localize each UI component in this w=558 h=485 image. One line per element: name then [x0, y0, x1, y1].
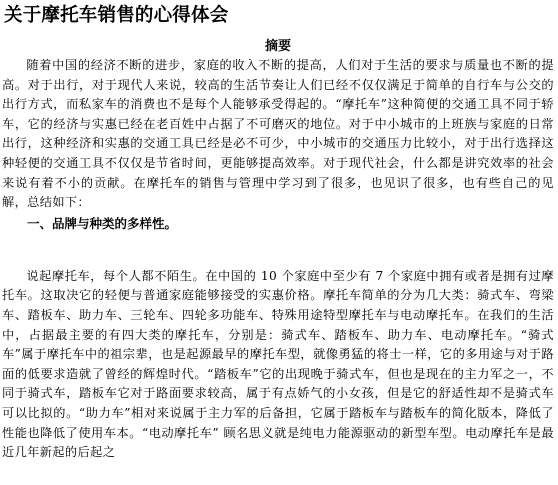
document-title: 关于摩托车销售的心得体会: [4, 5, 229, 26]
body-paragraph: 说起摩托车，每个人都不陌生。在中国的 10 个家庭中至少有 7 个家庭中拥有或者是拥有过摩托车。这取决它的轻便与普通家庭能够接受的实惠价格。摩托车简单的分为几大类：骑式车、弯梁车、踏板车、助力车、三轮车、四轮多功能车、特殊用途特型摩托车与电动摩托车。在我们的生活中，占据最主要的有四大类的摩托车，分别是：骑式车、踏板车、助力车、电动摩托车。“骑式车”属于摩托车中的祖宗辈，也是起源最早的摩托车型，就像勇猛的将士一样，它的多用途与对于路面的低要求造就了曾经的辉煌时代。“踏板车”它的出现晚于骑式车，但也是现在的主力军之一，不同于骑式车，踏板车它对于路面要求较高，属于有点娇气的小女孩，但是它的舒适性却不是骑式车可以比拟的。“助力车”相对来说属于主力军的后备担，它属于踏板车与踏板车的简化版本，降低了性能也降低了使用车本。“电动摩托车” 顾名思义就是纯电力能源驱动的新型车型。电动摩托车是最近几年新起的后起之: [2, 268, 554, 460]
section-heading: 一、品牌与种类的多样性。: [27, 215, 178, 231]
abstract-heading: 摘要: [264, 39, 291, 54]
document-page: [0, 3, 558, 485]
abstract-paragraph: 随着中国的经济不断的进步，家庭的收入不断的提高，人们对于生活的要求与质量也不断的提高。对于出行，对于现代人来说，较高的生活节奏让人们已经不仅仅满足于简单的自行车与公交的出行方式，而私家车的消费也不是每个人能够承受得起的。“摩托车”这种简便的交通工具不同于轿车，它的经济与实惠已经在老百姓中占据了不可磨灭的地位。对于中小城市的上班族与家庭的日常出行，这种经济和实惠的交通工具已经是必不可少，中小城市的交通压力比较小，对于出行选择这种轻便的交通工具不仅仅是节省时间，更能够提高效率。对于现代社会，什么都是讲究效率的社会来说有着不小的贡献。在摩托车的销售与管理中学习到了很多，也见识了很多，也有些自己的见解，总结如下：: [2, 58, 554, 210]
